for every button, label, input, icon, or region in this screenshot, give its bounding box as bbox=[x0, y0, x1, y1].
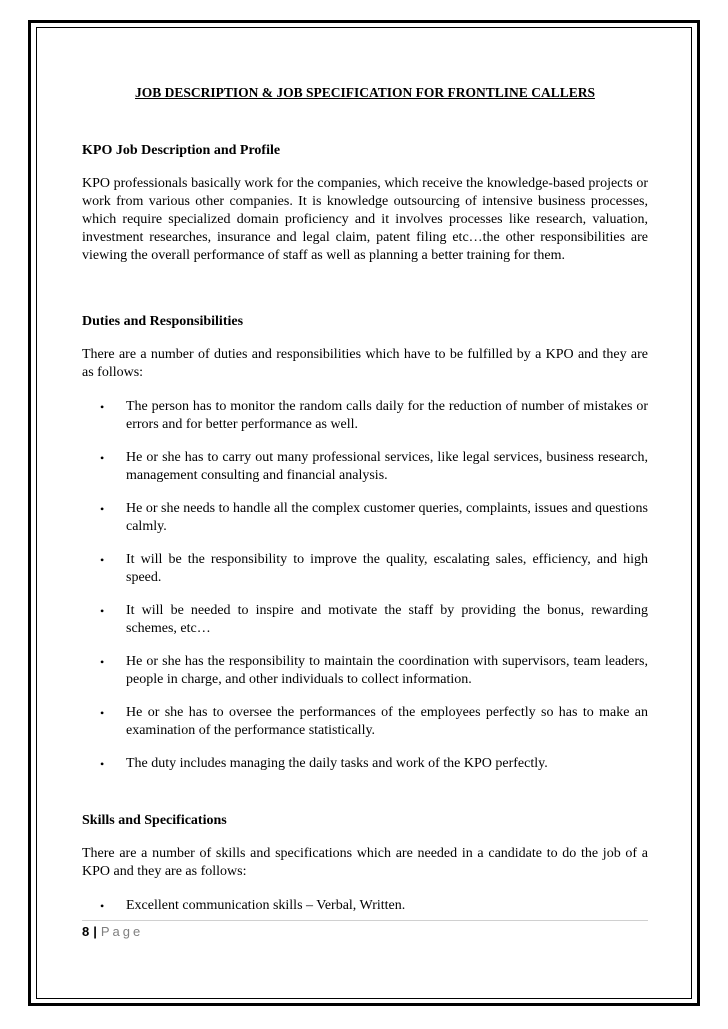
page-number: 8 bbox=[82, 924, 90, 939]
bullet-icon: • bbox=[100, 451, 105, 465]
skills-list bbox=[82, 897, 648, 915]
section-heading-duties: Duties and Responsibilities bbox=[82, 314, 244, 329]
list-item: • It will be the responsibility to improve the quality, escalating sales, efficiency, and high speed. bbox=[100, 552, 648, 585]
bullet-icon: • bbox=[100, 757, 105, 771]
bullet-icon: • bbox=[100, 553, 105, 567]
document-body bbox=[82, 40, 648, 930]
bullet-icon: • bbox=[100, 400, 105, 414]
page-label: Page bbox=[100, 924, 144, 939]
document-title: JOB DESCRIPTION & JOB SPECIFICATION FOR FRONTLINE CALLERS bbox=[135, 85, 595, 100]
footer-divider bbox=[82, 920, 648, 921]
list-item: • He or she has the responsibility to maintain the coordination with supervisors, team leaders, people in charge, and other individuals to collect information. bbox=[100, 654, 648, 687]
bullet-icon: • bbox=[100, 706, 105, 720]
footer-separator: | bbox=[93, 924, 97, 939]
list-item: • It will be needed to inspire and motivate the staff by providing the bonus, rewarding schemes, etc… bbox=[100, 603, 648, 636]
section-intro-duties: There are a number of duties and responsibilities which have to be fulfilled by a KPO and they are as follows: bbox=[82, 347, 648, 380]
list-item: • The duty includes managing the daily tasks and work of the KPO perfectly. bbox=[100, 756, 548, 771]
section-heading-skills: Skills and Specifications bbox=[82, 813, 227, 828]
bullet-icon: • bbox=[100, 655, 105, 669]
bullet-icon: • bbox=[100, 604, 105, 618]
section-heading-kpo-profile: KPO Job Description and Profile bbox=[82, 143, 281, 158]
section-body-kpo-profile: KPO professionals basically work for the companies, which receive the knowledge-based projects or work from various other companies. It is knowledge outsourcing of intensive business processes, which require specialized domain proficiency and it involves processes like research, valuation, investment researches, insurance and legal claim, patent filing etc…the other responsibilities are viewing the overall performance of staff as well as planning a better training for them. bbox=[82, 176, 648, 263]
list-item: • He or she has to oversee the performances of the employees perfectly so has to make an examination of the performance statistically. bbox=[100, 705, 648, 738]
list-item: • The person has to monitor the random calls daily for the reduction of number of mistakes or errors and for better performance as well. bbox=[100, 399, 648, 432]
bullet-icon: • bbox=[100, 899, 105, 913]
section-intro-skills: There are a number of skills and specifications which are needed in a candidate to do the job of a KPO and they are as follows: bbox=[82, 846, 648, 879]
list-item: • He or she needs to handle all the complex customer queries, complaints, issues and questions calmly. bbox=[100, 501, 648, 534]
list-item: • Excellent communication skills – Verbal, Written. bbox=[100, 898, 406, 913]
duties-list bbox=[82, 398, 648, 773]
list-item: • He or she has to carry out many professional services, like legal services, business research, management consulting and financial analysis. bbox=[100, 450, 648, 483]
page-footer bbox=[82, 924, 143, 939]
bullet-icon: • bbox=[100, 502, 105, 516]
